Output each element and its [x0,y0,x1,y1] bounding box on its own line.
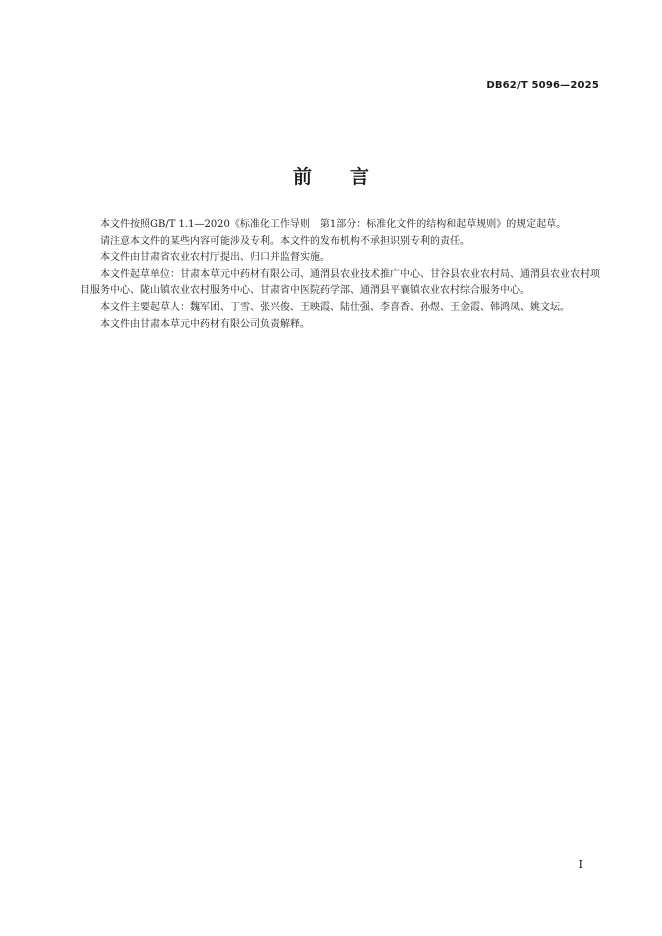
paragraph-drafting-rules: 本文件按照GB/T 1.1—2020《标准化工作导则 第1部分：标准化文件的结构和起草规则》的规定起草。 [100,219,567,230]
foreword-body [80,217,600,333]
page-title [0,162,662,189]
title-char-1: 前 [292,166,312,188]
paragraph-interpretation: 本文件由甘肃本草元中药材有限公司负责解释。 [100,318,310,330]
paragraph-patent-notice: 请注意本文件的某些内容可能涉及专利。本文件的发布机构不承担识别专利的责任。 [100,235,470,247]
paragraph-proposer: 本文件由甘肃省农业农村厅提出、归口并监督实施。 [100,252,330,264]
page-number: I [578,858,583,871]
paragraph-drafting-units: 本文件起草单位：甘肃本草元中药材有限公司、通渭县农业技术推广中心、甘谷县农业农村局、通渭县农业农村项目服务中心、陇山镇农业农村服务中心、甘肃省中医院药学部、通渭县平襄镇农业农村综合服务中心。 [80,268,600,297]
paragraph-drafters: 本文件主要起草人：魏军团、丁雪、张兴俊、王映霞、陆仕强、李喜香、孙煜、王金霞、韩鸿凤、姚文坛。 [100,301,570,313]
title-char-2: 言 [350,166,370,188]
document-code: DB62/T 5096—2025 [486,80,599,91]
